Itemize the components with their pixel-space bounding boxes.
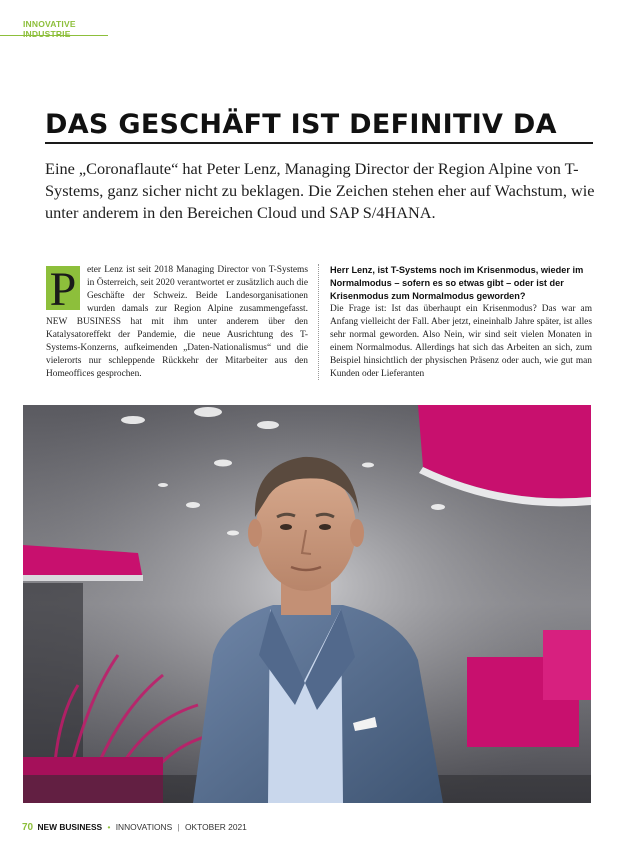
headline-text: DAS GESCHÄFT IST DEFINITIV DA: [45, 109, 557, 140]
magazine-brand: NEW BUSINESS: [37, 822, 103, 832]
interview-answer: Die Frage ist: Ist das überhaupt ein Krisenmodus? Das war am Anfang vielleicht der Fall. Aber jetzt, eineinhalb Jahre später, ist alles sehr normal geworden. Also Nein, wir sind seit vielen Monaten in einem Normalmodus. Allerdings hat sich das Arbeiten an sich, zum Beispiel hinsichtlich der physischen Präsenz oder auch, wie gut man Kunden oder Lieferanten: [330, 304, 592, 379]
section-label-text: INNOVATIVE INDUSTRIE: [23, 19, 76, 39]
column-divider: [318, 264, 319, 380]
drop-cap: P: [46, 266, 80, 310]
interview-question: Herr Lenz, ist T-Systems noch im Krisenmodus, wieder im Normalmodus – sofern es so etwas gibt – oder ist der Krisenmodus zum Normalmodus geworden?: [330, 265, 584, 301]
intro-text: eter Lenz ist seit 2018 Managing Director von T-Systems in Österreich, seit 2020 verantwortet er zusätzlich auch die Geschäfte der Schweiz. Beide Landesorganisationen wurden damals zur Region Alpine zusammengefasst. NEW BUSINESS hat mit ihm unter anderem über den Katalysatoreffekt der Pandemie, die neue Ausrichtung des T-Systems-Konzerns, aufkeimenden „Daten-Nationalismus“ und die vielerorts nur schleppende Rückkehr der Mitarbeiter aus den Homeoffices gesprochen.: [46, 265, 308, 379]
footer-issue: OKTOBER 2021: [185, 822, 247, 832]
page-footer: [22, 822, 247, 836]
article-lead: Eine „Coronaflaute“ hat Peter Lenz, Managing Director der Region Alpine von T-Systems, ganz sicher nicht zu beklagen. Die Zeichen stehen eher auf Wachstum, wie unter anderem in den Bereichen Cloud und SAP S/4HANA.: [45, 159, 595, 222]
footer-bullet: •: [107, 822, 111, 832]
footer-section: INNOVATIONS: [115, 822, 173, 832]
page-number: 70: [22, 822, 34, 833]
portrait-photo: [23, 405, 591, 803]
section-label: [0, 14, 108, 39]
article-headline: [45, 110, 593, 144]
footer-divider: |: [177, 822, 180, 832]
body-column-left: [46, 264, 308, 381]
body-column-right: [330, 264, 592, 381]
